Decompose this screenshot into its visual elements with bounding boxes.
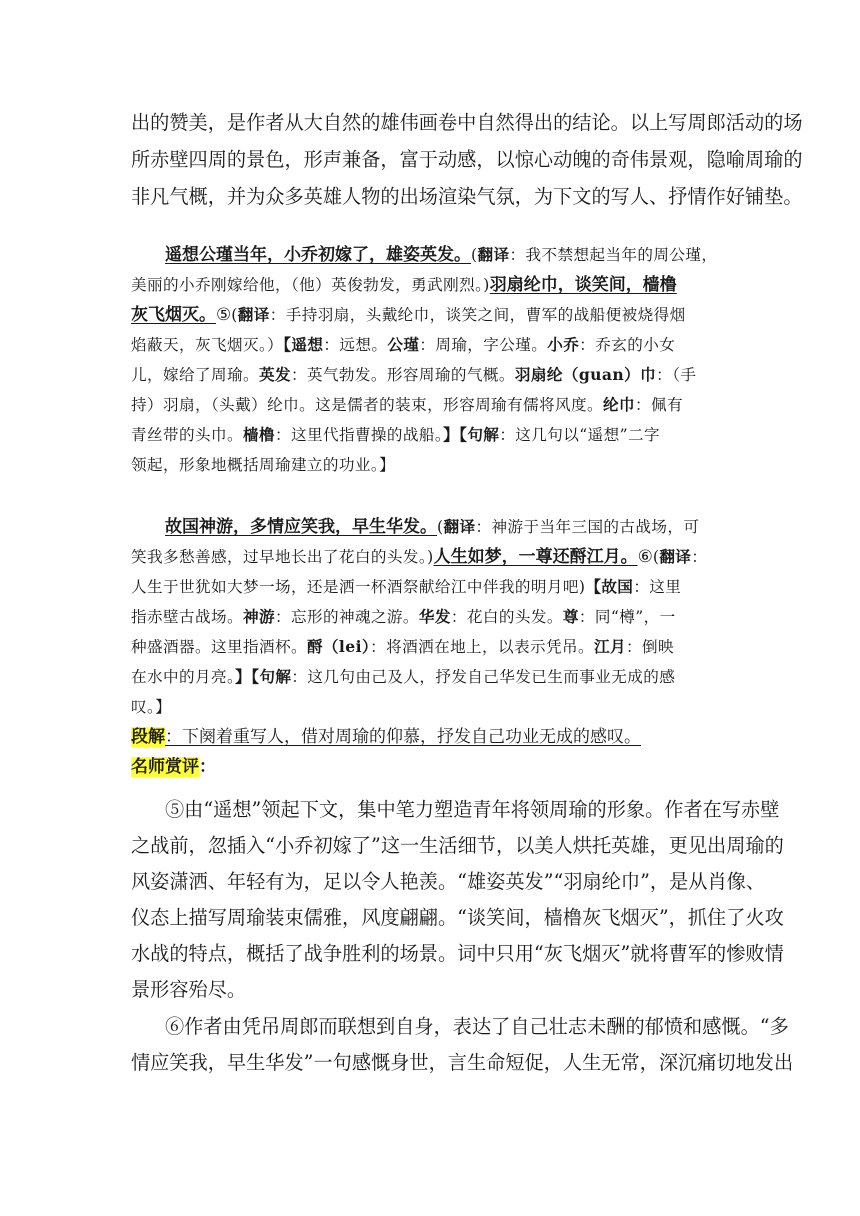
- gloss-term: 故国: [601, 577, 634, 596]
- verse2-paragraph: 故国神游，多情应笑我，早生华发。(翻译：神游于当年三国的古战场，可 笑我多愁善感，过早地长出了花白的头发。)人生如梦，一尊还酹江月。⑥(翻译： 人生于世犹如大梦一场，还是洒一杯酒祭献给江中伴我的明月吧)【故国：这里 指赤壁古战场。神游：忘形的神魂之游。华发：花白的头发。尊：同“樽”，一 种盛酒器。这里指酒杯。酹（lei）：将酒洒在地上，以表示凭吊。江月：倒映 在水中的月亮。】【句解：这几句由己及人，抒发自己华发已生而事业无成的感 叹。】: [131, 517, 708, 716]
- commentary-line: 情应笑我，早生华发”一句感慨身世，言生命短促，人生无常，深沉痛切地发出: [131, 1051, 794, 1074]
- translation-label: 翻译: [659, 547, 692, 566]
- note-marker-5: ⑤: [216, 305, 232, 325]
- verse2-quote-b: 人生如梦，一尊还酹江月。: [433, 547, 638, 567]
- commentary-line: ⑥作者由凭吊周郎而联想到自身，表达了自己壮志未酬的郁愤和感慨。“多: [165, 1015, 789, 1038]
- commentary-6: [131, 1009, 794, 1081]
- gloss-term: 英发: [258, 365, 291, 384]
- commentary-line: 水战的特点，概括了战争胜利的场景。词中只用“灰飞烟灭”就将曹军的惨败情: [131, 942, 784, 965]
- commentary-line: 仪态上描写周瑜装束儒雅，风度翩翩。“谈笑间，樯橹灰飞烟灭”，抓住了火攻: [131, 906, 784, 929]
- commentary-line: ⑤由“遥想”领起下文，集中笔力塑造青年将领周瑜的形象。作者在写赤壁: [165, 798, 780, 821]
- gloss-term: 羽扇纶（guan）巾: [514, 365, 657, 384]
- gloss-term: 纶巾: [603, 395, 636, 414]
- paragraph-analysis-label: 段解: [131, 727, 165, 747]
- gloss-term: 酹（lei）: [306, 637, 371, 656]
- intro-line: 非凡气概，并为众多英雄人物的出场渲染气氛，为下文的写人、抒情作好铺垫。: [131, 185, 803, 208]
- gloss-term: 华发: [418, 607, 451, 626]
- intro-line: 所赤壁四周的景色，形声兼备，富于动感，以惊心动魄的奇伟景观，隐喻周瑜的: [131, 148, 803, 171]
- translation-label: 翻译: [237, 305, 270, 324]
- translation-label: 翻译: [443, 517, 476, 536]
- paragraph-analysis-text: ：下阕着重写人，借对周瑜的仰慕，抒发自己功业无成的感叹。: [165, 727, 641, 747]
- verse1-paragraph: 遥想公瑾当年，小乔初嫁了，雄姿英发。(翻译：我不禁想起当年的周公瑾， 美丽的小乔刚嫁给他，（他）英俊勃发，勇武刚烈。)羽扇纶巾，谈笑间，樯橹 灰飞烟灭。⑤(翻译：手持羽扇，头戴纶巾，谈笑之间，曹军的战船便被烧得烟 焰蔽天，灰飞烟灭。）【遥想：远想。公瑾：周瑜，字公瑾。小乔：乔玄的小女 儿，嫁给了周瑜。英发：英气勃发。形容周瑜的气概。羽扇纶（guan）巾：（手 持）羽扇，（头戴）纶巾。这是儒者的装束，形容周瑜有儒将风度。纶巾：佩有 青丝带的头巾。樯橹：这里代指曹操的战船。】【句解：这几句以“遥想”二字 领起，形象地概括周瑜建立的功业。】: [131, 245, 718, 474]
- verse1-quote-b-cont: 灰飞烟灭。: [131, 305, 216, 325]
- commentary-5: [131, 792, 784, 1008]
- commentary-line: 景形容殆尽。: [131, 978, 247, 1001]
- note-marker-6: ⑥: [637, 547, 653, 567]
- gloss-term: 樯橹: [242, 425, 275, 444]
- gloss-term: 江月: [594, 637, 627, 656]
- verse1-quote-a: 遥想公瑾当年，小乔初嫁了，雄姿英发。: [165, 245, 471, 265]
- gloss-term: 神游: [242, 607, 275, 626]
- intro-paragraph: [131, 104, 803, 215]
- gloss-term: 公瑾: [387, 335, 420, 354]
- commentary-line: 风姿潇洒、年轻有为，足以令人艳羡。“雄姿英发”“羽扇纶巾”，是从肖像、: [131, 870, 766, 893]
- gloss-term: 遥想: [291, 335, 324, 354]
- paragraph-analysis: 段解：下阕着重写人，借对周瑜的仰慕，抒发自己功业无成的感叹。 名师赏评：: [131, 727, 641, 777]
- verse1-quote-b: 羽扇纶巾，谈笑间，樯橹: [489, 275, 677, 295]
- verse2-quote-a: 故国神游，多情应笑我，早生华发。: [165, 517, 437, 537]
- translation-label: 翻译: [477, 245, 510, 264]
- intro-line: 出的赞美，是作者从大自然的雄伟画卷中自然得出的结论。以上写周郎活动的场: [131, 111, 803, 134]
- teacher-commentary-label: 名师赏评: [131, 757, 199, 777]
- gloss-term: 小乔: [547, 335, 580, 354]
- gloss-term: 尊: [562, 607, 579, 626]
- sentence-analysis-label: 句解: [259, 667, 292, 686]
- commentary-line: 之战前，忽插入“小乔初嫁了”这一生活细节，以美人烘托英雄，更见出周瑜的: [131, 834, 784, 857]
- sentence-analysis-label: 句解: [467, 425, 500, 444]
